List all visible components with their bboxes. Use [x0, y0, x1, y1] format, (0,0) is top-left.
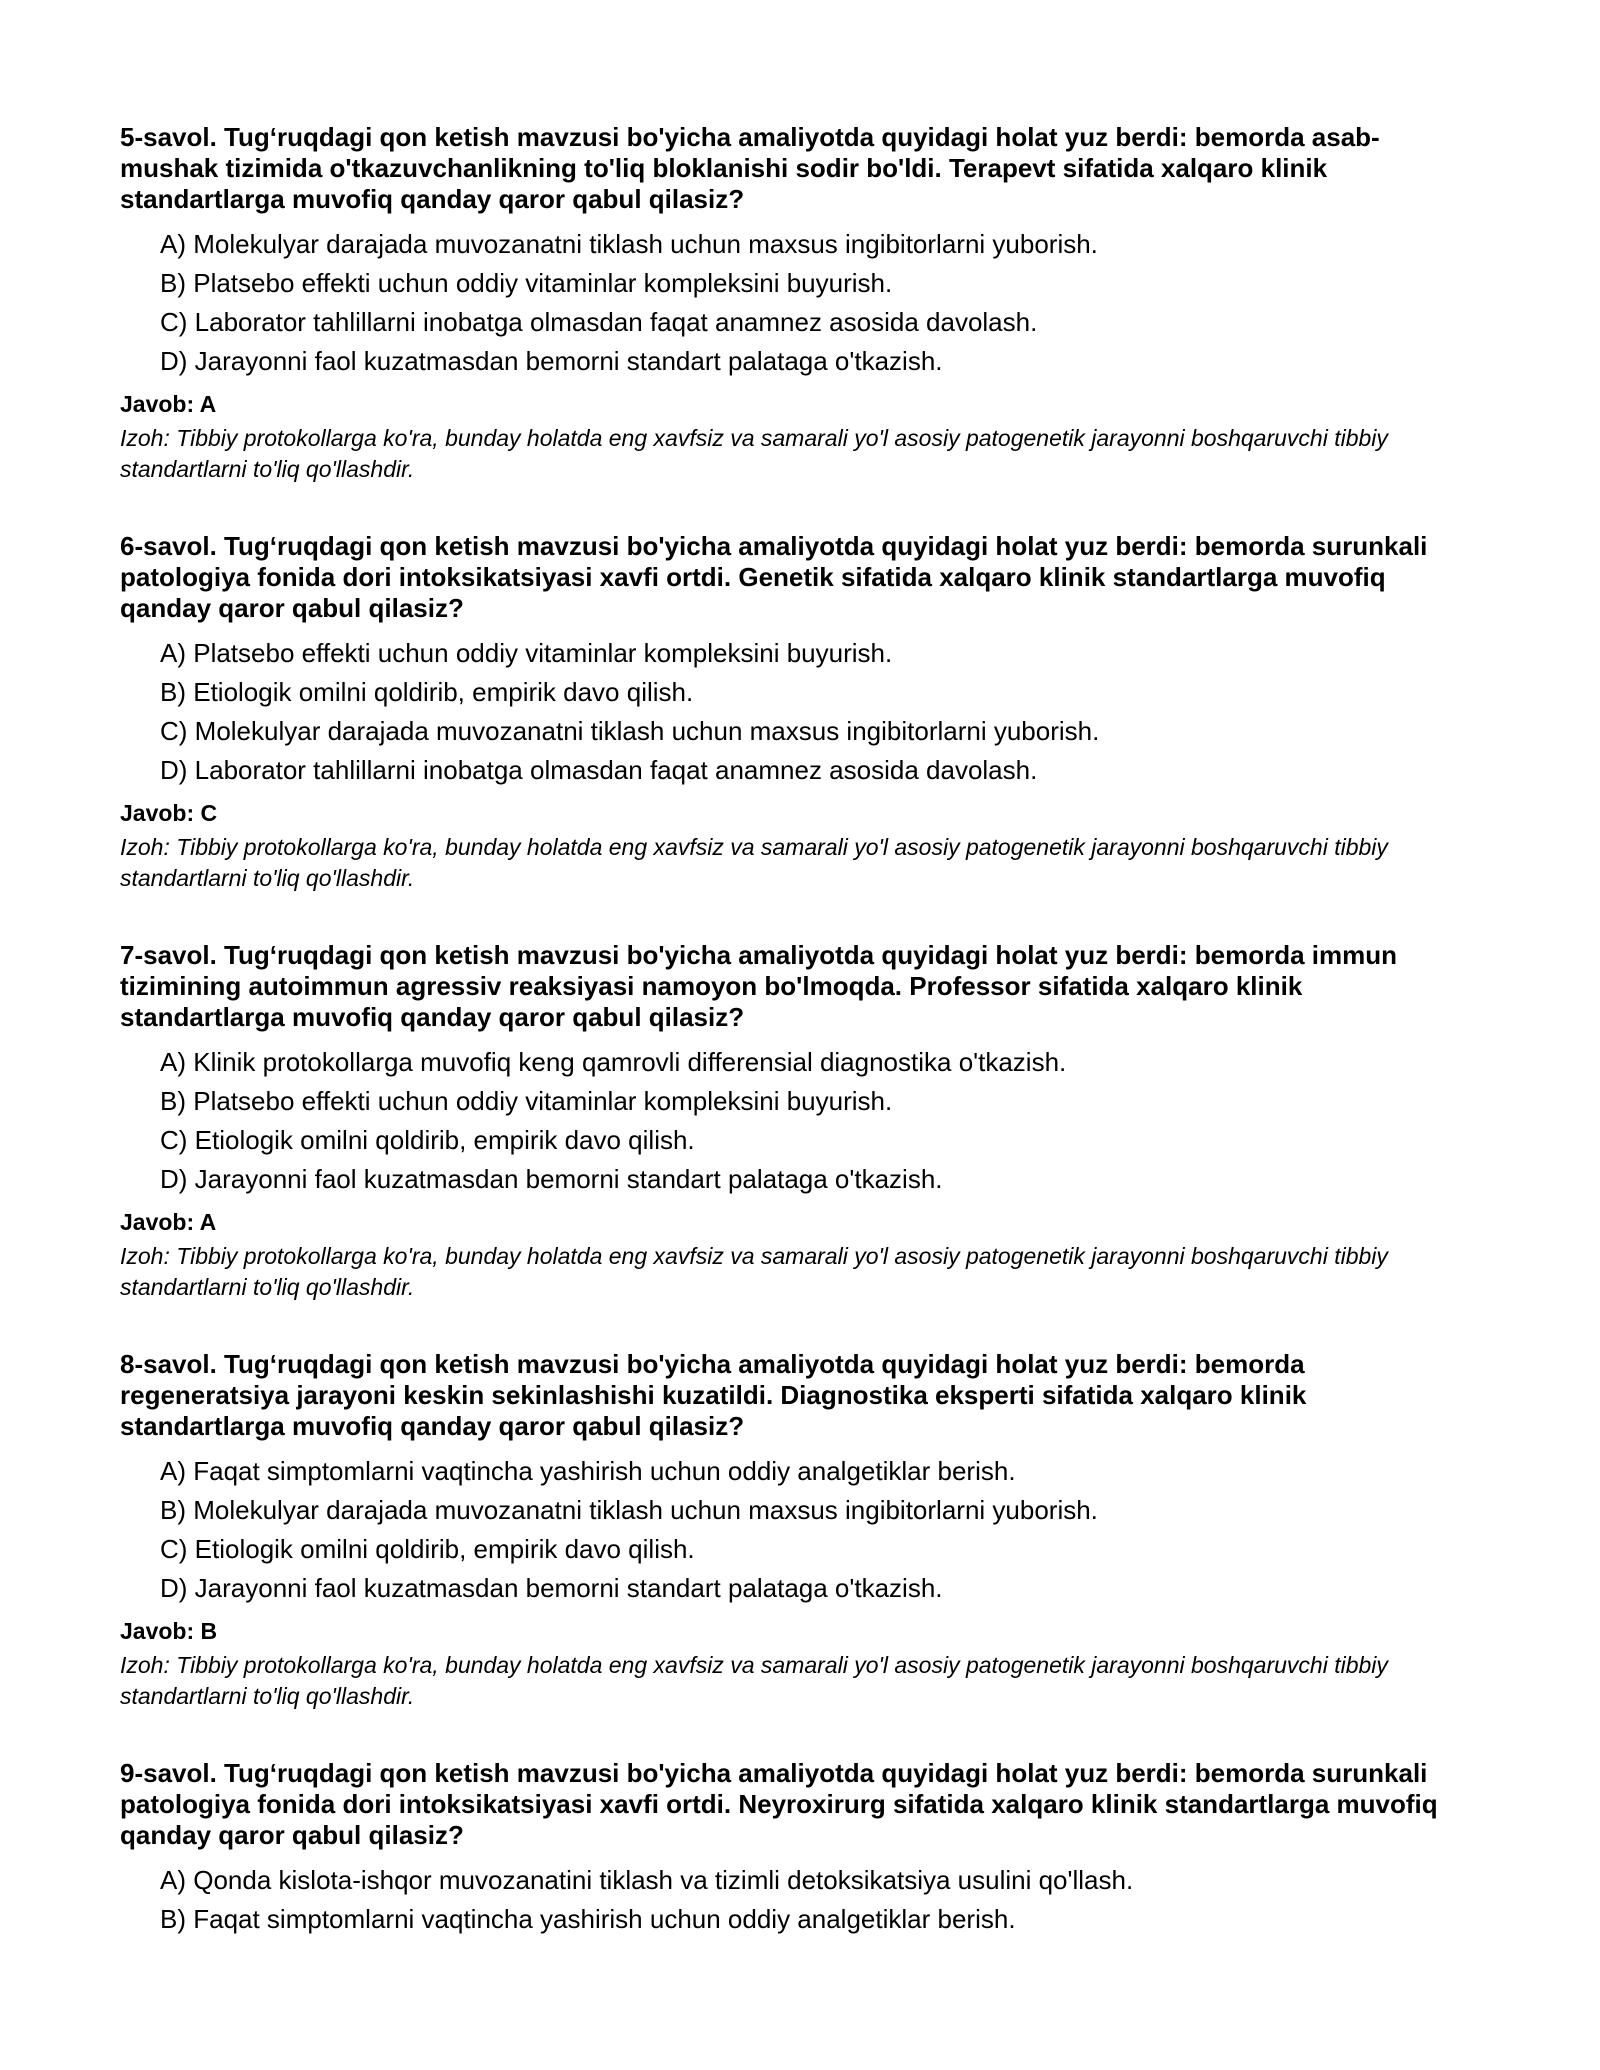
question-block-6	[120, 531, 1460, 894]
option-c: C) Etiologik omilni qoldirib, empirik davo qilish.	[160, 1125, 695, 1155]
explanation-text: Izoh: Tibbiy protokollarga ko'ra, bunday holatda eng xavfsiz va samarali yo'l asosiy patogenetik jarayonni boshqaruvchi tibbiy standartlarni to'liq qo'llashdir.	[120, 425, 1388, 482]
question-text: 8-savol. Tug‘ruqdagi qon ketish mavzusi bo'yicha amaliyotda quyidagi holat yuz berdi: bemorda regeneratsiya jarayoni keskin sekinlashishi kuzatildi. Diagnostika eksperti sifatida xalqaro klinik standartlarga muvofiq qanday qaror qabul qilasiz?	[120, 1349, 1307, 1441]
option-list	[120, 634, 1460, 790]
option-d: D) Jarayonni faol kuzatmasdan bemorni standart palataga o'tkazish.	[160, 1573, 943, 1603]
explanation-text: Izoh: Tibbiy protokollarga ko'ra, bunday holatda eng xavfsiz va samarali yo'l asosiy patogenetik jarayonni boshqaruvchi tibbiy standartlarni to'liq qo'llashdir.	[120, 1652, 1388, 1709]
answer-text: Javob: A	[120, 1209, 217, 1235]
question-block-5	[120, 122, 1460, 485]
option-list	[120, 1452, 1460, 1608]
answer-text: Javob: C	[120, 800, 218, 826]
answer-text: Javob: A	[120, 391, 217, 417]
option-a: A) Faqat simptomlarni vaqtincha yashirish uchun oddiy analgetiklar berish.	[160, 1456, 1016, 1486]
option-a: A) Klinik protokollarga muvofiq keng qamrovli differensial diagnostika o'tkazish.	[160, 1047, 1067, 1077]
document-page	[120, 122, 1460, 1985]
question-text: 7-savol. Tug‘ruqdagi qon ketish mavzusi bo'yicha amaliyotda quyidagi holat yuz berdi: bemorda immun tizimining autoimmun agressiv reaksiyasi namoyon bo'lmoqda. Professor sifatida xalqaro klinik standartlarga muvofiq qanday qaror qabul qilasiz?	[120, 940, 1398, 1032]
option-b: B) Platsebo effekti uchun oddiy vitaminlar kompleksini buyurish.	[160, 268, 893, 298]
question-block-7	[120, 940, 1460, 1303]
question-text: 6-savol. Tug‘ruqdagi qon ketish mavzusi bo'yicha amaliyotda quyidagi holat yuz berdi: bemorda surunkali patologiya fonida dori intoksikatsiyasi xavfi ortdi. Genetik sifatida xalqaro klinik standartlarga muvofiq qanday qaror qabul qilasiz?	[120, 531, 1428, 623]
question-block-9	[120, 1758, 1460, 1939]
option-b: B) Etiologik omilni qoldirib, empirik davo qilish.	[160, 677, 694, 707]
option-a: A) Molekulyar darajada muvozanatni tiklash uchun maxsus ingibitorlarni yuborish.	[160, 229, 1098, 259]
option-list	[120, 1043, 1460, 1199]
option-b: B) Molekulyar darajada muvozanatni tiklash uchun maxsus ingibitorlarni yuborish.	[160, 1495, 1098, 1525]
option-b: B) Faqat simptomlarni vaqtincha yashirish uchun oddiy analgetiklar berish.	[160, 1904, 1016, 1934]
answer-text: Javob: B	[120, 1618, 218, 1644]
explanation-text: Izoh: Tibbiy protokollarga ko'ra, bunday holatda eng xavfsiz va samarali yo'l asosiy patogenetik jarayonni boshqaruvchi tibbiy standartlarni to'liq qo'llashdir.	[120, 834, 1388, 891]
option-list	[120, 1861, 1460, 1939]
option-list	[120, 225, 1460, 381]
option-c: C) Etiologik omilni qoldirib, empirik davo qilish.	[160, 1534, 695, 1564]
explanation-text: Izoh: Tibbiy protokollarga ko'ra, bunday holatda eng xavfsiz va samarali yo'l asosiy patogenetik jarayonni boshqaruvchi tibbiy standartlarni to'liq qo'llashdir.	[120, 1243, 1388, 1300]
option-d: D) Jarayonni faol kuzatmasdan bemorni standart palataga o'tkazish.	[160, 1164, 943, 1194]
option-a: A) Qonda kislota-ishqor muvozanatini tiklash va tizimli detoksikatsiya usulini qo'llash.	[160, 1865, 1134, 1895]
option-c: C) Molekulyar darajada muvozanatni tiklash uchun maxsus ingibitorlarni yuborish.	[160, 716, 1100, 746]
option-a: A) Platsebo effekti uchun oddiy vitaminlar kompleksini buyurish.	[160, 638, 893, 668]
question-text: 9-savol. Tug‘ruqdagi qon ketish mavzusi bo'yicha amaliyotda quyidagi holat yuz berdi: bemorda surunkali patologiya fonida dori intoksikatsiyasi xavfi ortdi. Neyroxirurg sifatida xalqaro klinik standartlarga muvofiq qanday qaror qabul qilasiz?	[120, 1758, 1438, 1850]
option-b: B) Platsebo effekti uchun oddiy vitaminlar kompleksini buyurish.	[160, 1086, 893, 1116]
question-text: 5-savol. Tug‘ruqdagi qon ketish mavzusi bo'yicha amaliyotda quyidagi holat yuz berdi: bemorda asab-mushak tizimida o'tkazuvchanlikning to'liq bloklanishi sodir bo'ldi. Terapevt sifatida xalqaro klinik standartlarga muvofiq qanday qaror qabul qilasiz?	[120, 122, 1380, 214]
option-c: C) Laborator tahlillarni inobatga olmasdan faqat anamnez asosida davolash.	[160, 307, 1038, 337]
option-d: D) Jarayonni faol kuzatmasdan bemorni standart palataga o'tkazish.	[160, 346, 943, 376]
option-d: D) Laborator tahlillarni inobatga olmasdan faqat anamnez asosida davolash.	[160, 755, 1038, 785]
question-block-8	[120, 1349, 1460, 1712]
